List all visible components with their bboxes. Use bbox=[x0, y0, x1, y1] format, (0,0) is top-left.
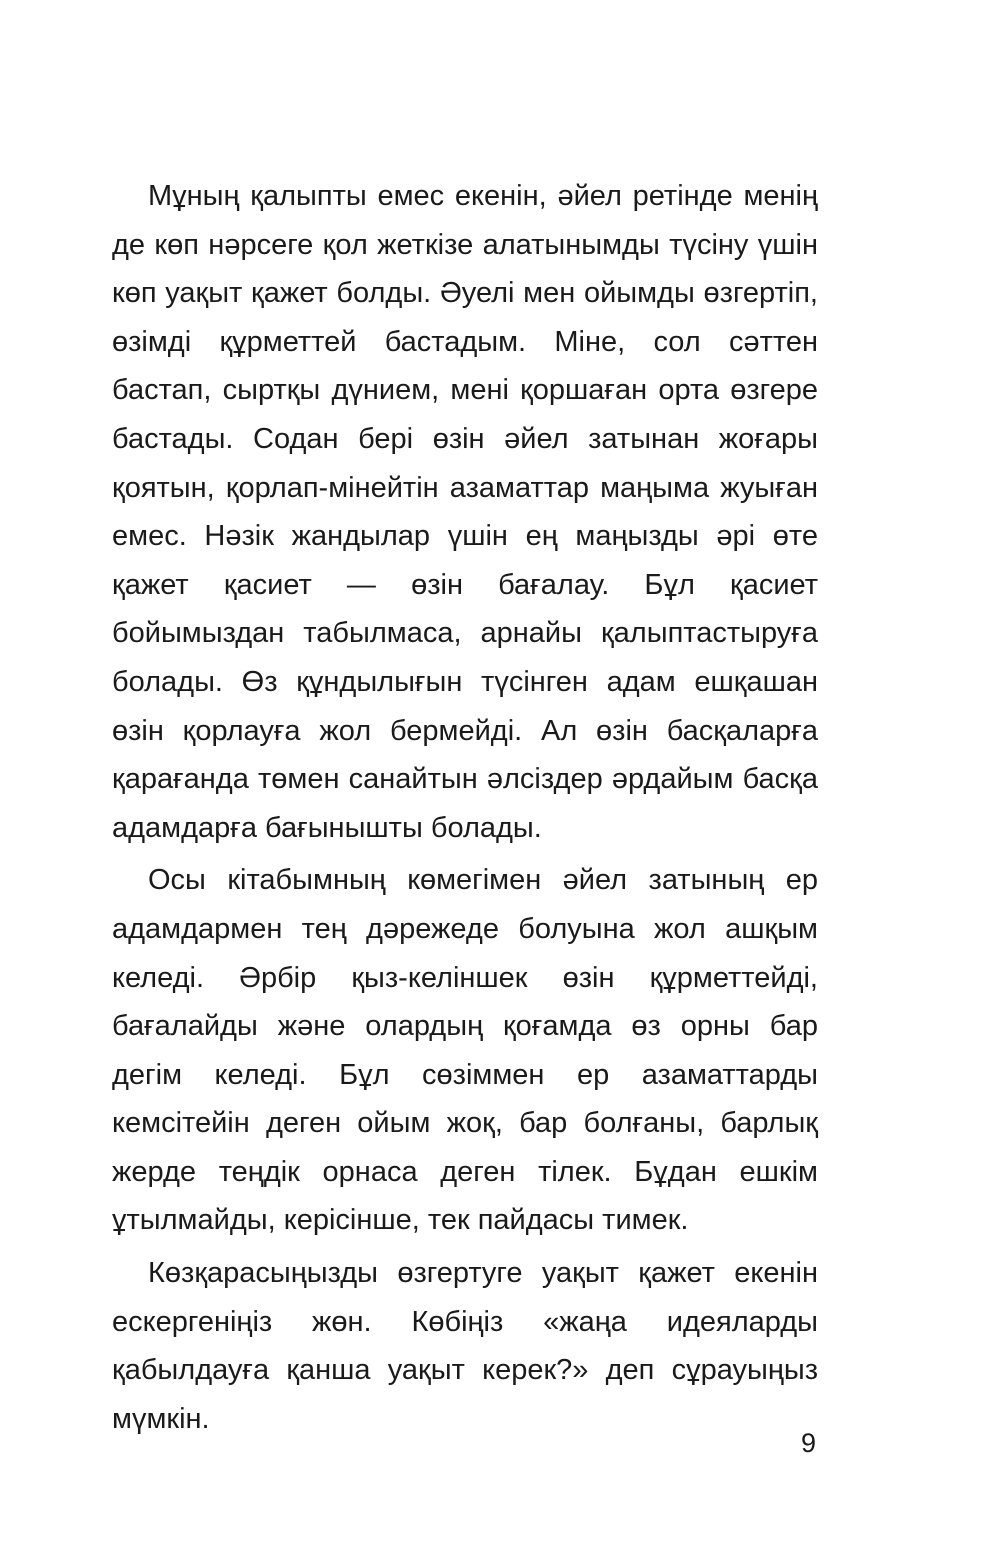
paragraph-1: Мұның қалыпты емес екенін, әйел ретінде менің де көп нәрсеге қол жеткізе алатынымды түсіну үшін көп уақыт қажет болды. Әуелі мен ойымды өзгертіп, өзімді құрметтей бастадым. Міне, сол сәттен бастап, сыртқы дүнием, мені қоршаған орта өзгере бастады. Содан бері өзін әйел затынан жоғары қоятын, қорлап-мінейтін азаматтар маңыма жуыған емес. Нәзік жандылар үшін ең маңызды әрі өте қажет қасиет — өзін бағалау. Бұл қасиет бойымыздан табылмаса, арнайы қалыптастыруға болады. Өз құндылығын түсінген адам ешқашан өзін қорлауға жол бермейді. Ал өзін басқаларға қарағанда төмен санайтын әлсіздер әрдайым басқа адамдарға бағынышты болады. bbox=[112, 180, 818, 844]
paragraph-3: Көзқарасыңызды өзгертуге уақыт қажет екенін ескергеніңіз жөн. Көбіңіз «жаңа идеяларды қабылдауға қанша уақыт керек?» деп сұрауыңыз мүмкін. bbox=[112, 1257, 818, 1435]
paragraph-2: Осы кітабымның көмегімен әйел затының ер адамдармен тең дәрежеде болуына жол ашқым келеді. Әрбір қыз-келіншек өзін құрметтейді, бағалайды және олардың қоғамда өз орны бар дегім келеді. Бұл сөзіммен ер азаматтарды кемсітейін деген ойым жоқ, бар болғаны, барлық жерде теңдік орнаса деген тілек. Бұдан ешкім ұтылмайды, керісінше, тек пайдасы тимек. bbox=[112, 864, 818, 1237]
body-text bbox=[112, 172, 818, 1443]
page-number: 9 bbox=[800, 1428, 816, 1458]
